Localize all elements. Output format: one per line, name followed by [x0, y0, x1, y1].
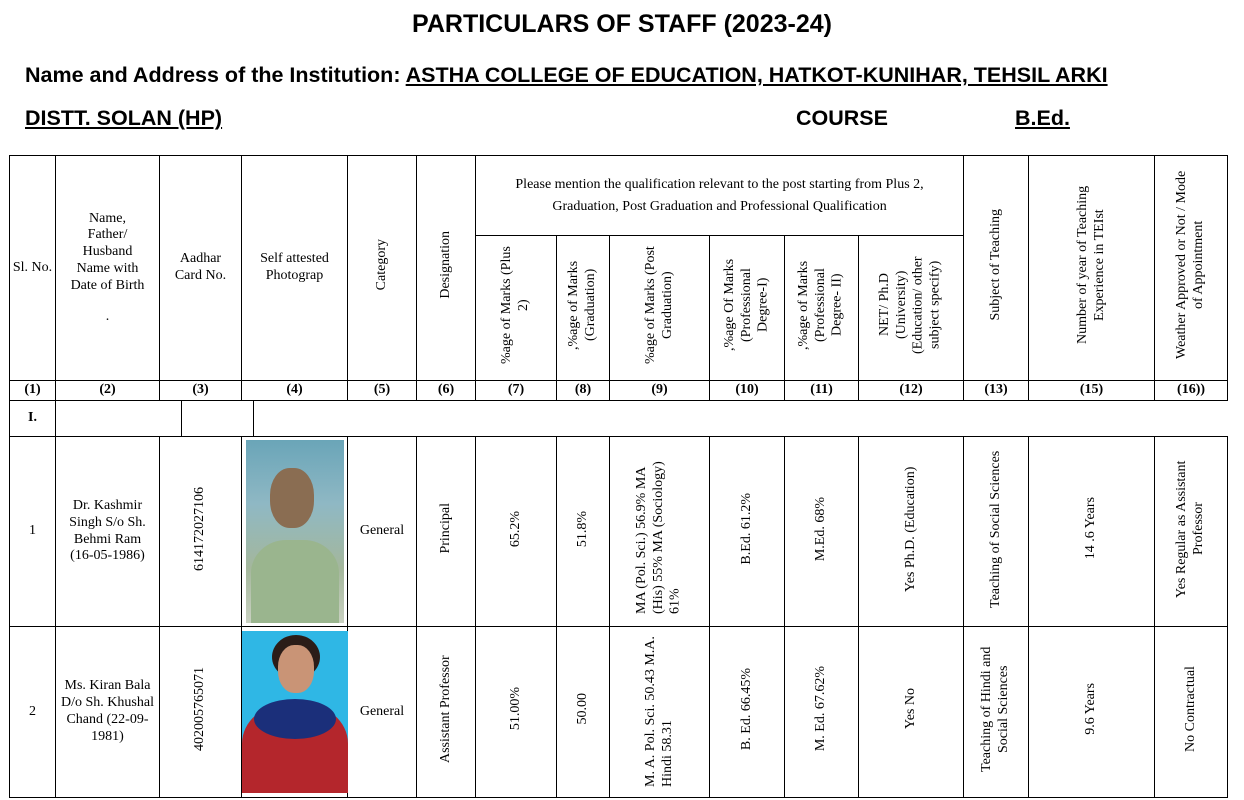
column-number: (1)	[10, 381, 56, 401]
row-name-text: Dr. Kashmir Singh S/o Sh. Behmi Ram (16-05-1986)	[69, 497, 146, 564]
header-approved	[1155, 156, 1228, 381]
row-plus2-text: 51.00%	[507, 687, 523, 731]
row-pg	[610, 437, 710, 627]
course-value: B.Ed.	[1015, 106, 1070, 130]
header-aadhar	[160, 156, 242, 381]
header-sl: Sl. No.	[10, 156, 56, 381]
row-pg	[610, 627, 710, 798]
column-number-row	[10, 381, 1228, 401]
column-number: (9)	[610, 381, 710, 401]
header-designation	[417, 156, 476, 381]
row-sl: 2	[10, 627, 56, 798]
header-qualification-text: Please mention the qualification relevant to the post starting from Plus 2, Graduation, Post Graduation and Professional Qualification	[515, 176, 924, 214]
row-grad-text: 51.8%	[574, 510, 590, 547]
row-subject-text: Teaching of Social Sciences	[987, 449, 1003, 608]
header-plus2-text: %age of Marks (Plus 2)	[499, 246, 531, 364]
row-approved	[1155, 627, 1228, 798]
institution-line	[25, 63, 1108, 88]
row-aadhar-text: 614172027106	[192, 486, 208, 571]
header-net-text: NET/ Ph.D (University) (Education/ other subject specify)	[877, 256, 943, 354]
row-aadhar	[160, 437, 242, 627]
column-number: (11)	[785, 381, 859, 401]
row-prof2	[785, 627, 859, 798]
column-number: (4)	[242, 381, 348, 401]
row-category: General	[348, 627, 417, 798]
row-prof1	[710, 627, 785, 798]
header-name-dot: .	[105, 308, 110, 324]
row-experience-text: 9.6 Years	[1083, 683, 1099, 735]
header-grad	[557, 236, 610, 381]
header-experience	[1029, 156, 1155, 381]
row-subject	[964, 437, 1029, 627]
institution-district: DISTT. SOLAN (HP)	[25, 106, 223, 130]
course-label: COURSE	[796, 106, 888, 130]
row-prof2-text: M.Ed. 68%	[813, 496, 829, 561]
column-number: (16))	[1155, 381, 1228, 401]
row-pg-text: MA (Pol. Sci.) 56.9% MA (His) 55% MA (Sociology) 61%	[634, 461, 683, 615]
header-aadhar-text: Aadhar Card No.	[174, 251, 227, 283]
section-box	[56, 401, 182, 437]
institution-name: ASTHA COLLEGE OF EDUCATION, HATKOT-KUNIHAR, TEHSIL ARKI	[405, 63, 1108, 87]
row-subject	[964, 627, 1029, 798]
row-experience	[1029, 437, 1155, 627]
row-approved-text: No Contractual	[1182, 666, 1198, 752]
row-grad	[557, 627, 610, 798]
column-number: (3)	[160, 381, 242, 401]
header-pg	[610, 236, 710, 381]
row-prof2	[785, 437, 859, 627]
row-category: General	[348, 437, 417, 627]
column-number: (10)	[710, 381, 785, 401]
row-pg-text: M. A. Pol. Sci. 50.43 M.A. Hindi 58.31	[642, 636, 675, 787]
header-prof2-text: ,%age of Marks (Professional Degree- II)	[796, 260, 845, 350]
row-net	[859, 627, 964, 798]
header-photo	[242, 156, 348, 381]
column-number: (2)	[56, 381, 160, 401]
section-box	[181, 401, 254, 437]
row-sl: 1	[10, 437, 56, 627]
header-name-text: Name, Father/ Husband Name with Date of Birth	[70, 210, 145, 293]
row-grad-text: 50.00	[574, 693, 590, 725]
header-plus2	[476, 236, 557, 381]
row-name-text: Ms. Kiran Bala D/o Sh. Khushal Chand (22-09-1981)	[61, 678, 154, 744]
row-designation	[417, 627, 476, 798]
row-net-text: Yes Ph.D. (Education)	[902, 465, 918, 592]
staff-photo	[242, 631, 348, 793]
column-number: (13)	[964, 381, 1029, 401]
section-label: I.	[10, 401, 56, 437]
header-net	[859, 236, 964, 381]
row-plus2	[476, 627, 557, 798]
row-name	[56, 627, 160, 798]
row-designation-text: Principal	[437, 503, 453, 554]
header-name	[56, 156, 160, 381]
table-row	[10, 437, 1228, 627]
row-net-text: Yes No	[902, 688, 918, 730]
header-category	[348, 156, 417, 381]
row-photo	[242, 437, 348, 627]
header-subject-text: Subject of Teaching	[987, 209, 1003, 321]
table-row	[10, 627, 1228, 798]
page-title: PARTICULARS OF STAFF (2023-24)	[412, 10, 832, 38]
column-number: (12)	[859, 381, 964, 401]
row-aadhar	[160, 627, 242, 798]
institution-label: Name and Address of the Institution:	[25, 63, 406, 87]
header-prof2	[785, 236, 859, 381]
row-prof1-text: B. Ed. 66.45%	[738, 667, 754, 751]
staff-photo	[246, 440, 344, 623]
row-designation	[417, 437, 476, 627]
header-category-text: Category	[373, 239, 389, 291]
row-aadhar-text: 402005765071	[192, 667, 208, 751]
header-grad-text: ,%age of Marks (Graduation)	[566, 260, 598, 350]
section-row	[10, 401, 1228, 437]
row-designation-text: Assistant Professor	[437, 655, 453, 763]
row-prof1	[710, 437, 785, 627]
row-net	[859, 437, 964, 627]
row-grad	[557, 437, 610, 627]
row-plus2	[476, 437, 557, 627]
row-name	[56, 437, 160, 627]
row-approved	[1155, 437, 1228, 627]
row-prof1-text: B.Ed. 61.2%	[738, 492, 754, 565]
header-experience-text: Number of year of Teaching Experience in TEIst	[1074, 186, 1107, 345]
staff-table	[9, 155, 1228, 798]
column-number: (15)	[1029, 381, 1155, 401]
column-number: (8)	[557, 381, 610, 401]
header-prof1	[710, 236, 785, 381]
header-approved-text: Weather Approved or Not / Mode of Appointment	[1174, 170, 1207, 360]
column-number: (7)	[476, 381, 557, 401]
row-approved-text: Yes Regular as Assistant Professor	[1174, 459, 1207, 598]
row-experience-text: 14 .6 Years	[1083, 497, 1099, 560]
column-number: (5)	[348, 381, 417, 401]
header-qualification-group	[476, 156, 964, 236]
header-photo-text: Self attested Photograp	[260, 251, 329, 283]
row-prof2-text: M. Ed. 67.62%	[813, 666, 829, 752]
row-subject-text: Teaching of Hindi and Social Sciences	[979, 646, 1012, 772]
header-row-1	[10, 156, 1228, 236]
row-experience	[1029, 627, 1155, 798]
header-designation-text: Designation	[437, 231, 453, 299]
row-photo	[242, 627, 348, 798]
header-subject	[964, 156, 1029, 381]
section-blank	[56, 401, 1228, 437]
row-plus2-text: 65.2%	[507, 510, 523, 547]
header-pg-text: %age of Marks (Post Graduation)	[642, 246, 675, 364]
header-prof1-text: ,%age Of Marks (Professional Degree-I)	[721, 259, 771, 352]
column-number: (6)	[417, 381, 476, 401]
